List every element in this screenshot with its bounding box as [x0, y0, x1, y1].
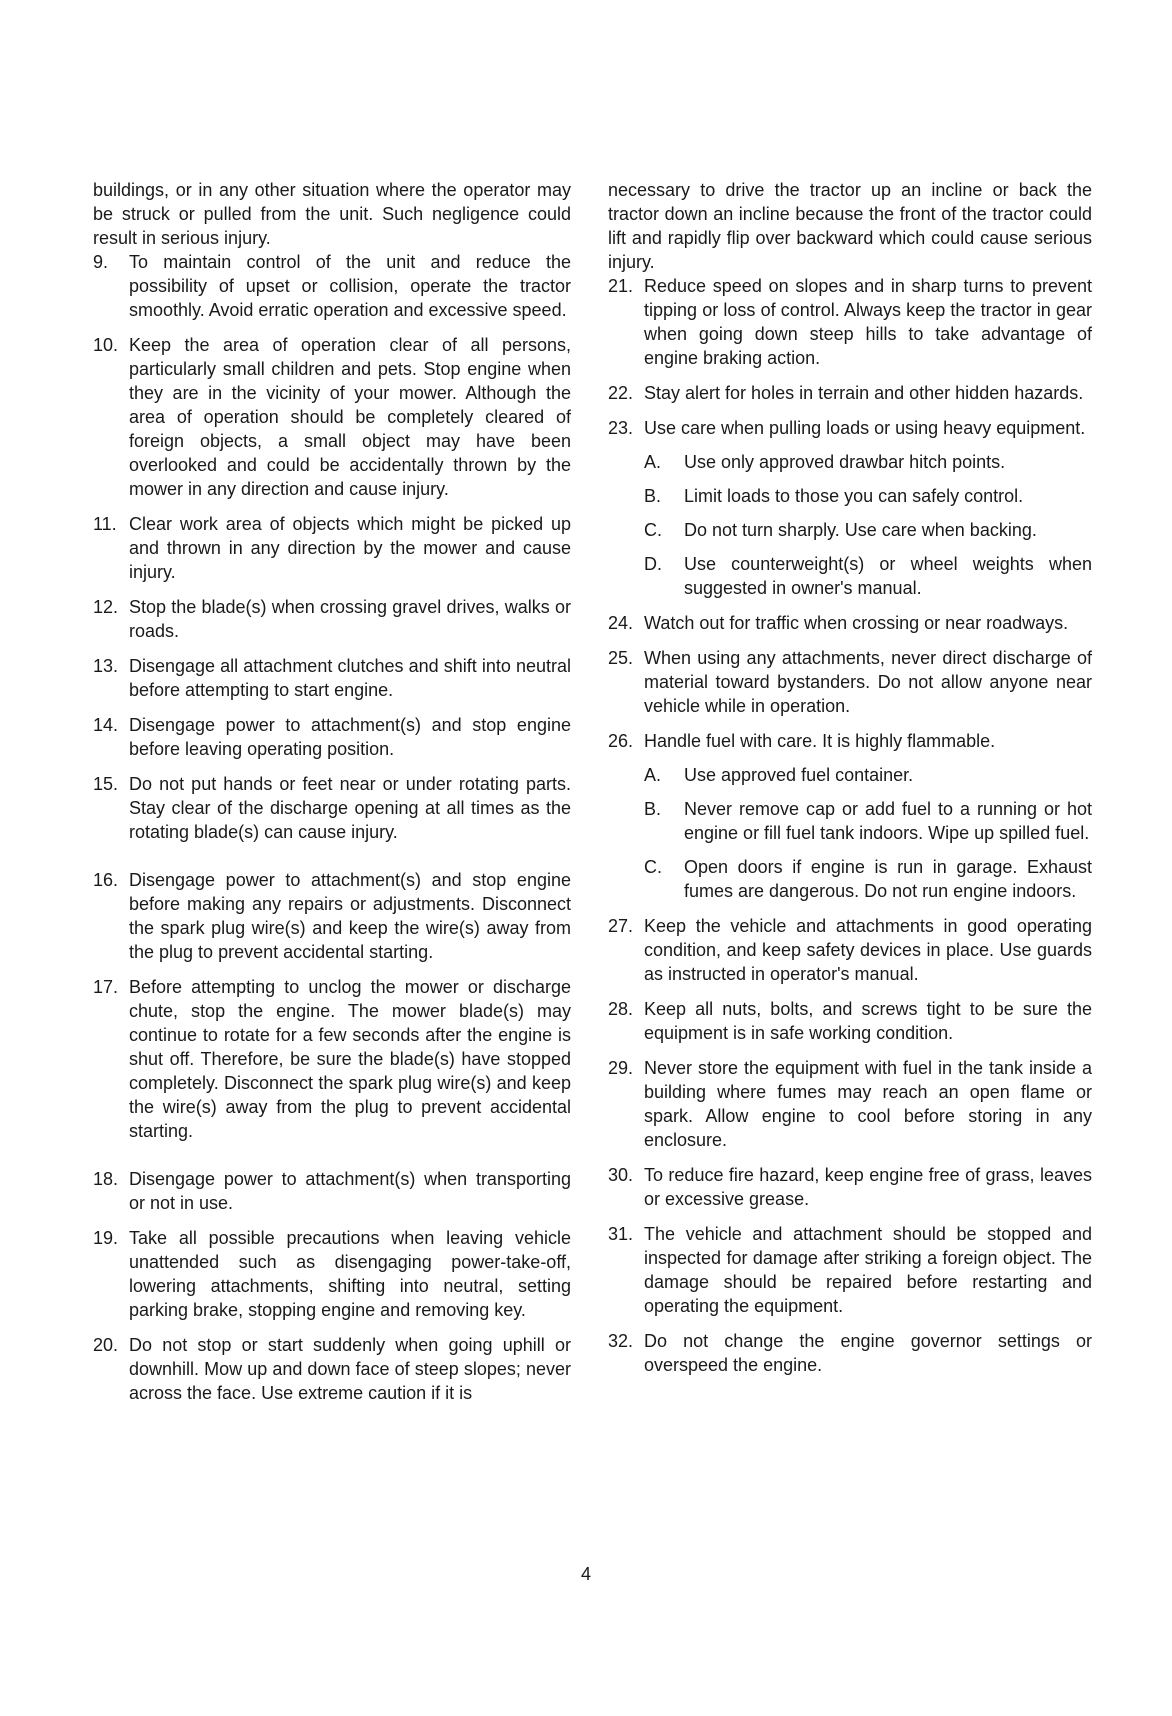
item-text: Do not put hands or feet near or under rotating parts. Stay clear of the discharge opening at all times as the rotating blade(s) can cause injury. [129, 774, 571, 842]
item-text: Clear work area of objects which might be picked up and thrown in any direction by the mower and cause injury. [129, 514, 571, 582]
sub-item-text: Use approved fuel container. [684, 765, 914, 785]
item-number: 15. [93, 774, 119, 794]
sub-item-letter: B. [644, 799, 662, 819]
item-text: Watch out for traffic when crossing or near roadways. [644, 613, 1069, 633]
item-text: Reduce speed on slopes and in sharp turns to prevent tipping or loss of control. Always keep the tractor in gear when going down steep hills to take advantage of engine braking action. [644, 276, 1092, 368]
item-number: 12. [93, 597, 119, 617]
sub-item-text: Do not turn sharply. Use care when backing. [684, 520, 1037, 540]
item-number: 13. [93, 656, 119, 676]
sub-item-letter: C. [644, 520, 662, 540]
list-item-23 [608, 416, 1092, 600]
item-number: 11. [93, 514, 117, 534]
list-item-15 [93, 772, 571, 844]
item-number: 28. [608, 999, 634, 1019]
list-item-22 [608, 381, 1092, 405]
item-number: 16. [93, 870, 119, 890]
page-number: 4 [580, 1564, 591, 1584]
left-continued-text: buildings, or in any other situation where the operator may be struck or pulled from the unit. Such negligence could result in serious injury. [93, 180, 571, 248]
item-number: 10. [93, 335, 119, 355]
item-number: 27. [608, 916, 634, 936]
item-text: Disengage power to attachment(s) and stop engine before leaving operating position. [129, 715, 571, 759]
sub-item-text: Open doors if engine is run in garage. Exhaust fumes are dangerous. Do not run engine indoors. [684, 857, 1092, 901]
list-item-25 [608, 646, 1092, 718]
item-number: 23. [608, 418, 634, 438]
left-column [93, 178, 571, 1416]
sub-item-text: Use counterweight(s) or wheel weights when suggested in owner's manual. [684, 554, 1092, 598]
list-item-16 [93, 868, 571, 964]
item-text: Handle fuel with care. It is highly flammable. [644, 731, 996, 751]
sub-item-letter: B. [644, 486, 662, 506]
list-item-21 [608, 274, 1092, 370]
item-text: Take all possible precautions when leaving vehicle unattended such as disengaging power-take-off, lowering attachments, shifting into neutral, setting parking brake, stopping engine and removing key. [129, 1228, 571, 1320]
item-number: 17. [93, 977, 119, 997]
list-item-20 [93, 1333, 571, 1405]
item-text: Keep all nuts, bolts, and screws tight to be sure the equipment is in safe working condition. [644, 999, 1092, 1043]
sub-item-text: Limit loads to those you can safely control. [684, 486, 1024, 506]
right-continued-text: necessary to drive the tractor up an incline or back the tractor down an incline because the front of the tractor could lift and rapidly flip over backward which could cause serious injury. [608, 180, 1092, 272]
item-text: Use care when pulling loads or using heavy equipment. [644, 418, 1086, 438]
sub-item-text: Never remove cap or add fuel to a running or hot engine or fill fuel tank indoors. Wipe up spilled fuel. [684, 799, 1092, 843]
list-item-12 [93, 595, 571, 643]
sub-item-23c [644, 518, 1092, 542]
list-item-28 [608, 997, 1092, 1045]
sub-item-letter: D. [644, 554, 662, 574]
item-text: Stop the blade(s) when crossing gravel drives, walks or roads. [129, 597, 571, 641]
item-number: 9. [93, 252, 109, 272]
item-text: To reduce fire hazard, keep engine free of grass, leaves or excessive grease. [644, 1165, 1092, 1209]
sub-item-26a [644, 763, 1092, 787]
item-number: 18. [93, 1169, 119, 1189]
item-number: 22. [608, 383, 634, 403]
list-item-18 [93, 1167, 571, 1215]
list-item-27 [608, 914, 1092, 986]
sub-item-letter: A. [644, 765, 662, 785]
item-text: Before attempting to unclog the mower or discharge chute, stop the engine. The mower blade(s) may continue to rotate for a few seconds after the engine is shut off. Therefore, be sure the blade(s) have stopped completely. Disconnect the spark plug wire(s) and keep the wire(s) away from the plug to prevent accidental starting. [129, 977, 571, 1141]
list-item-29 [608, 1056, 1092, 1152]
item-number: 20. [93, 1335, 119, 1355]
list-item-11 [93, 512, 571, 584]
sub-item-26b [644, 797, 1092, 845]
item-number: 21. [608, 276, 634, 296]
sub-item-26c [644, 855, 1092, 903]
item-text: The vehicle and attachment should be stopped and inspected for damage after striking a foreign object. The damage should be repaired before restarting and operating the equipment. [644, 1224, 1092, 1316]
item-text: Never store the equipment with fuel in the tank inside a building where fumes may reach an open flame or spark. Allow engine to cool before storing in any enclosure. [644, 1058, 1092, 1150]
list-item-32 [608, 1329, 1092, 1377]
sub-item-23a [644, 450, 1092, 474]
item-number: 14. [93, 715, 119, 735]
item-number: 24. [608, 613, 634, 633]
list-item-26 [608, 729, 1092, 903]
list-item-30 [608, 1163, 1092, 1211]
list-item-13 [93, 654, 571, 702]
item-number: 29. [608, 1058, 634, 1078]
item-text: Do not stop or start suddenly when going uphill or downhill. Mow up and down face of steep slopes; never across the face. Use extreme caution if it is [129, 1335, 571, 1403]
list-item-24 [608, 611, 1092, 635]
item-text: To maintain control of the unit and reduce the possibility of upset or collision, operate the tractor smoothly. Avoid erratic operation and excessive speed. [129, 252, 571, 320]
sub-item-text: Use only approved drawbar hitch points. [684, 452, 1006, 472]
sub-item-23b [644, 484, 1092, 508]
item-text: Disengage power to attachment(s) and stop engine before making any repairs or adjustments. Disconnect the spark plug wire(s) and keep the wire(s) away from the plug to prevent accidental starting. [129, 870, 571, 962]
item-number: 26. [608, 731, 634, 751]
item-number: 25. [608, 648, 634, 668]
item-text: Do not change the engine governor settings or overspeed the engine. [644, 1331, 1092, 1375]
list-item-10 [93, 333, 571, 501]
item-text: Disengage power to attachment(s) when transporting or not in use. [129, 1169, 571, 1213]
item-number: 19. [93, 1228, 119, 1248]
item-number: 32. [608, 1331, 634, 1351]
item-number: 31. [608, 1224, 634, 1244]
list-item-19 [93, 1226, 571, 1322]
sub-item-23d [644, 552, 1092, 600]
sub-item-letter: C. [644, 857, 662, 877]
item-text: Keep the vehicle and attachments in good operating condition, and keep safety devices in place. Use guards as instructed in operator's manual. [644, 916, 1092, 984]
item-text: Keep the area of operation clear of all persons, particularly small children and pets. Stop engine when they are in the vicinity of your mower. Although the area of operation should be completely cleared of foreign objects, a small object may have been overlooked and could be accidentally thrown by the mower in any direction and cause injury. [129, 335, 571, 499]
list-item-9 [93, 250, 571, 322]
item-text: Stay alert for holes in terrain and other hidden hazards. [644, 383, 1084, 403]
sub-item-letter: A. [644, 452, 662, 472]
list-item-17 [93, 975, 571, 1143]
item-number: 30. [608, 1165, 634, 1185]
item-text: Disengage all attachment clutches and shift into neutral before attempting to start engine. [129, 656, 571, 700]
item-text: When using any attachments, never direct discharge of material toward bystanders. Do not allow anyone near vehicle while in operation. [644, 648, 1092, 716]
list-item-31 [608, 1222, 1092, 1318]
right-column [608, 178, 1092, 1388]
list-item-14 [93, 713, 571, 761]
